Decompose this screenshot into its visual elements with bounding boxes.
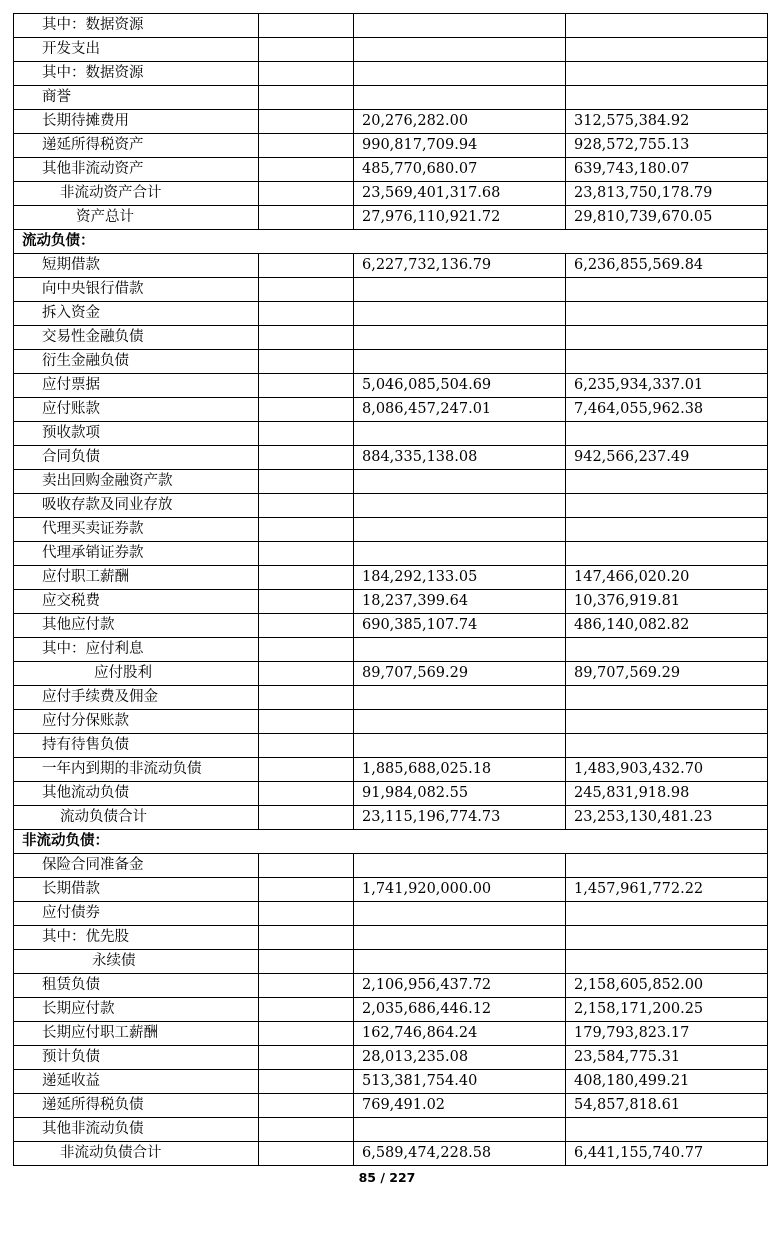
blank-cell [259, 1070, 354, 1094]
row-label: 长期借款 [14, 878, 259, 902]
table-row [14, 1022, 768, 1046]
value-prior-period [566, 350, 768, 374]
table-row [14, 302, 768, 326]
value-prior-period [566, 1118, 768, 1142]
balance-sheet-body [14, 14, 768, 1166]
blank-cell [259, 422, 354, 446]
value-current-period: 23,115,196,774.73 [354, 806, 566, 830]
value-current-period [354, 470, 566, 494]
table-row [14, 254, 768, 278]
table-row [14, 1070, 768, 1094]
row-label: 应付手续费及佣金 [14, 686, 259, 710]
table-row [14, 950, 768, 974]
row-label: 其他非流动负债 [14, 1118, 259, 1142]
value-current-period: 990,817,709.94 [354, 134, 566, 158]
value-prior-period: 408,180,499.21 [566, 1070, 768, 1094]
table-row [14, 1142, 768, 1166]
blank-cell [259, 1094, 354, 1118]
value-prior-period [566, 902, 768, 926]
blank-cell [259, 638, 354, 662]
value-prior-period [566, 638, 768, 662]
value-current-period [354, 734, 566, 758]
row-label: 拆入资金 [14, 302, 259, 326]
table-row [14, 110, 768, 134]
row-label: 一年内到期的非流动负债 [14, 758, 259, 782]
value-prior-period: 7,464,055,962.38 [566, 398, 768, 422]
row-label: 吸收存款及同业存放 [14, 494, 259, 518]
value-current-period [354, 1118, 566, 1142]
value-current-period: 2,106,956,437.72 [354, 974, 566, 998]
table-row [14, 470, 768, 494]
blank-cell [259, 902, 354, 926]
table-row [14, 518, 768, 542]
value-current-period [354, 86, 566, 110]
row-label: 预收款项 [14, 422, 259, 446]
row-label: 开发支出 [14, 38, 259, 62]
blank-cell [259, 590, 354, 614]
table-row [14, 398, 768, 422]
table-row [14, 158, 768, 182]
blank-cell [259, 1118, 354, 1142]
value-current-period: 8,086,457,247.01 [354, 398, 566, 422]
value-prior-period [566, 494, 768, 518]
blank-cell [259, 950, 354, 974]
value-prior-period: 2,158,171,200.25 [566, 998, 768, 1022]
value-prior-period: 89,707,569.29 [566, 662, 768, 686]
value-current-period: 27,976,110,921.72 [354, 206, 566, 230]
value-prior-period [566, 542, 768, 566]
table-row [14, 998, 768, 1022]
row-label: 卖出回购金融资产款 [14, 470, 259, 494]
table-row [14, 926, 768, 950]
table-row [14, 686, 768, 710]
blank-cell [259, 158, 354, 182]
blank-cell [259, 662, 354, 686]
blank-cell [259, 494, 354, 518]
blank-cell [259, 998, 354, 1022]
value-current-period: 162,746,864.24 [354, 1022, 566, 1046]
row-label: 永续债 [14, 950, 259, 974]
row-label: 短期借款 [14, 254, 259, 278]
section-header-row [14, 830, 768, 854]
row-label: 非流动负债合计 [14, 1142, 259, 1166]
value-current-period [354, 14, 566, 38]
table-row [14, 1094, 768, 1118]
row-label: 长期应付职工薪酬 [14, 1022, 259, 1046]
blank-cell [259, 470, 354, 494]
value-current-period [354, 494, 566, 518]
value-current-period [354, 950, 566, 974]
row-label: 保险合同准备金 [14, 854, 259, 878]
blank-cell [259, 374, 354, 398]
row-label: 合同负债 [14, 446, 259, 470]
blank-cell [259, 686, 354, 710]
blank-cell [259, 614, 354, 638]
row-label: 其他应付款 [14, 614, 259, 638]
blank-cell [259, 782, 354, 806]
row-label: 其中：数据资源 [14, 62, 259, 86]
blank-cell [259, 206, 354, 230]
value-current-period [354, 638, 566, 662]
table-row [14, 902, 768, 926]
value-current-period [354, 902, 566, 926]
table-row [14, 62, 768, 86]
value-current-period [354, 926, 566, 950]
blank-cell [259, 806, 354, 830]
blank-cell [259, 1022, 354, 1046]
value-current-period: 6,589,474,228.58 [354, 1142, 566, 1166]
value-prior-period [566, 62, 768, 86]
value-current-period: 884,335,138.08 [354, 446, 566, 470]
value-current-period: 89,707,569.29 [354, 662, 566, 686]
row-label: 其中：优先股 [14, 926, 259, 950]
table-row [14, 182, 768, 206]
blank-cell [259, 974, 354, 998]
blank-cell [259, 326, 354, 350]
blank-cell [259, 518, 354, 542]
value-current-period: 5,046,085,504.69 [354, 374, 566, 398]
value-current-period: 513,381,754.40 [354, 1070, 566, 1094]
row-label: 交易性金融负债 [14, 326, 259, 350]
value-current-period: 6,227,732,136.79 [354, 254, 566, 278]
value-current-period [354, 302, 566, 326]
value-current-period: 18,237,399.64 [354, 590, 566, 614]
row-label: 资产总计 [14, 206, 259, 230]
blank-cell [259, 758, 354, 782]
value-current-period [354, 710, 566, 734]
value-prior-period: 10,376,919.81 [566, 590, 768, 614]
value-current-period [354, 854, 566, 878]
blank-cell [259, 86, 354, 110]
value-current-period [354, 350, 566, 374]
row-label: 应付票据 [14, 374, 259, 398]
table-row [14, 542, 768, 566]
blank-cell [259, 398, 354, 422]
value-current-period [354, 38, 566, 62]
value-prior-period: 6,236,855,569.84 [566, 254, 768, 278]
value-prior-period: 54,857,818.61 [566, 1094, 768, 1118]
table-row [14, 38, 768, 62]
value-current-period: 20,276,282.00 [354, 110, 566, 134]
value-prior-period [566, 14, 768, 38]
value-current-period [354, 518, 566, 542]
value-current-period: 690,385,107.74 [354, 614, 566, 638]
blank-cell [259, 1046, 354, 1070]
blank-cell [259, 878, 354, 902]
row-label: 应付债券 [14, 902, 259, 926]
blank-cell [259, 110, 354, 134]
row-label: 非流动资产合计 [14, 182, 259, 206]
value-current-period [354, 278, 566, 302]
value-prior-period [566, 470, 768, 494]
table-row [14, 782, 768, 806]
blank-cell [259, 38, 354, 62]
row-label: 应付分保账款 [14, 710, 259, 734]
blank-cell [259, 134, 354, 158]
value-prior-period: 6,441,155,740.77 [566, 1142, 768, 1166]
value-prior-period: 639,743,180.07 [566, 158, 768, 182]
blank-cell [259, 254, 354, 278]
row-label: 商誉 [14, 86, 259, 110]
table-row [14, 710, 768, 734]
row-label: 其中：应付利息 [14, 638, 259, 662]
row-label: 应付账款 [14, 398, 259, 422]
table-row [14, 278, 768, 302]
value-prior-period: 245,831,918.98 [566, 782, 768, 806]
table-row [14, 350, 768, 374]
row-label: 持有待售负债 [14, 734, 259, 758]
row-label: 流动负债合计 [14, 806, 259, 830]
value-prior-period [566, 686, 768, 710]
table-row [14, 206, 768, 230]
table-row [14, 374, 768, 398]
row-label: 预计负债 [14, 1046, 259, 1070]
table-row [14, 446, 768, 470]
table-row [14, 662, 768, 686]
row-label: 递延收益 [14, 1070, 259, 1094]
value-current-period: 28,013,235.08 [354, 1046, 566, 1070]
value-prior-period [566, 734, 768, 758]
value-prior-period: 29,810,739,670.05 [566, 206, 768, 230]
value-prior-period [566, 518, 768, 542]
value-prior-period [566, 854, 768, 878]
blank-cell [259, 566, 354, 590]
value-prior-period: 6,235,934,337.01 [566, 374, 768, 398]
row-label: 应付股利 [14, 662, 259, 686]
table-row [14, 758, 768, 782]
value-prior-period: 23,813,750,178.79 [566, 182, 768, 206]
value-prior-period: 1,457,961,772.22 [566, 878, 768, 902]
value-current-period [354, 62, 566, 86]
table-row [14, 494, 768, 518]
blank-cell [259, 542, 354, 566]
row-label: 其中：数据资源 [14, 14, 259, 38]
blank-cell [259, 1142, 354, 1166]
table-row [14, 326, 768, 350]
value-current-period [354, 686, 566, 710]
value-current-period: 2,035,686,446.12 [354, 998, 566, 1022]
value-prior-period: 2,158,605,852.00 [566, 974, 768, 998]
value-current-period: 184,292,133.05 [354, 566, 566, 590]
blank-cell [259, 734, 354, 758]
value-prior-period: 312,575,384.92 [566, 110, 768, 134]
value-prior-period: 928,572,755.13 [566, 134, 768, 158]
blank-cell [259, 350, 354, 374]
blank-cell [259, 710, 354, 734]
value-prior-period: 147,466,020.20 [566, 566, 768, 590]
row-label: 代理买卖证券款 [14, 518, 259, 542]
blank-cell [259, 854, 354, 878]
blank-cell [259, 62, 354, 86]
blank-cell [259, 14, 354, 38]
table-row [14, 854, 768, 878]
blank-cell [259, 926, 354, 950]
value-prior-period [566, 278, 768, 302]
value-current-period: 1,741,920,000.00 [354, 878, 566, 902]
value-prior-period: 179,793,823.17 [566, 1022, 768, 1046]
value-prior-period: 486,140,082.82 [566, 614, 768, 638]
row-label: 代理承销证券款 [14, 542, 259, 566]
row-label: 递延所得税资产 [14, 134, 259, 158]
value-prior-period: 942,566,237.49 [566, 446, 768, 470]
value-prior-period [566, 302, 768, 326]
value-prior-period: 23,253,130,481.23 [566, 806, 768, 830]
value-prior-period [566, 38, 768, 62]
table-row [14, 422, 768, 446]
row-label: 应交税费 [14, 590, 259, 614]
blank-cell [259, 182, 354, 206]
section-title: 非流动负债： [14, 830, 768, 854]
value-prior-period [566, 326, 768, 350]
balance-sheet-table [13, 13, 768, 1166]
value-prior-period [566, 86, 768, 110]
value-current-period: 769,491.02 [354, 1094, 566, 1118]
row-label: 应付职工薪酬 [14, 566, 259, 590]
value-current-period: 1,885,688,025.18 [354, 758, 566, 782]
table-row [14, 86, 768, 110]
page-number: 85 / 227 [358, 1170, 416, 1185]
row-label: 向中央银行借款 [14, 278, 259, 302]
table-row [14, 134, 768, 158]
value-prior-period: 1,483,903,432.70 [566, 758, 768, 782]
section-title: 流动负债： [14, 230, 768, 254]
value-prior-period [566, 926, 768, 950]
table-row [14, 614, 768, 638]
table-row [14, 1118, 768, 1142]
table-row [14, 1046, 768, 1070]
row-label: 衍生金融负债 [14, 350, 259, 374]
section-header-row [14, 230, 768, 254]
blank-cell [259, 302, 354, 326]
table-row [14, 590, 768, 614]
value-prior-period [566, 422, 768, 446]
value-current-period: 91,984,082.55 [354, 782, 566, 806]
table-row [14, 974, 768, 998]
row-label: 长期应付款 [14, 998, 259, 1022]
table-row [14, 806, 768, 830]
value-prior-period: 23,584,775.31 [566, 1046, 768, 1070]
row-label: 其他流动负债 [14, 782, 259, 806]
row-label: 递延所得税负债 [14, 1094, 259, 1118]
value-current-period [354, 542, 566, 566]
value-prior-period [566, 710, 768, 734]
table-row [14, 14, 768, 38]
blank-cell [259, 278, 354, 302]
value-current-period: 23,569,401,317.68 [354, 182, 566, 206]
value-current-period [354, 422, 566, 446]
row-label: 其他非流动资产 [14, 158, 259, 182]
table-row [14, 638, 768, 662]
value-prior-period [566, 950, 768, 974]
value-current-period: 485,770,680.07 [354, 158, 566, 182]
table-row [14, 734, 768, 758]
value-current-period [354, 326, 566, 350]
blank-cell [259, 446, 354, 470]
row-label: 租赁负债 [14, 974, 259, 998]
table-row [14, 878, 768, 902]
table-row [14, 566, 768, 590]
row-label: 长期待摊费用 [14, 110, 259, 134]
